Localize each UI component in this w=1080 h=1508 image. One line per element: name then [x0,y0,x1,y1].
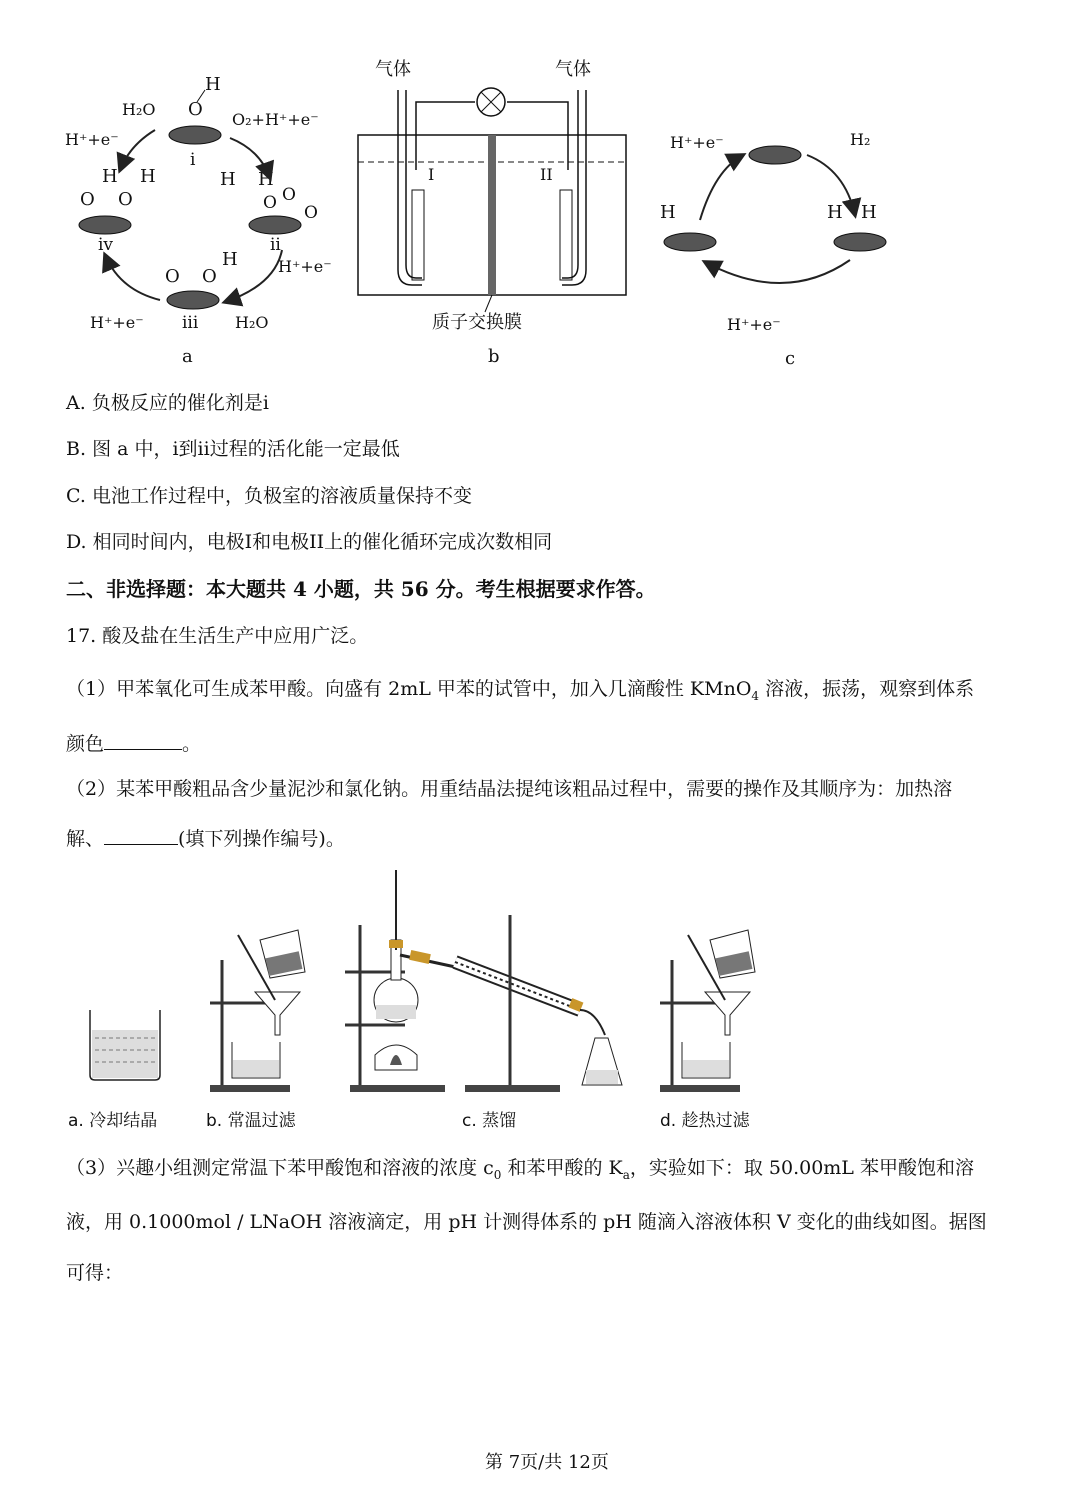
svg-text:气体: 气体 [555,59,591,80]
svg-text:O: O [202,266,217,287]
section-heading: 二、非选择题：本大题共 4 小题，共 56 分。考生根据要求作答。 [66,577,656,601]
figure-c [655,120,915,370]
answer-blank-1[interactable] [104,731,182,750]
svg-text:H₂O: H₂O [122,100,156,119]
svg-text:H: H [205,74,221,95]
svg-text:H⁺+e⁻: H⁺+e⁻ [670,133,724,152]
svg-text:H₂: H₂ [850,130,871,149]
svg-text:O: O [165,266,180,287]
option-b: B. 图 a 中，i到ii过程的活化能一定最低 [66,438,400,460]
figure-b [350,50,640,370]
svg-text:H₂O: H₂O [235,313,269,332]
apparatus-c-label: c. 蒸馏 [462,1111,517,1131]
svg-text:H⁺+e⁻: H⁺+e⁻ [278,257,332,276]
option-d: D. 相同时间内，电极I和电极II上的催化循环完成次数相同 [66,531,553,553]
q17-part3-line1: （3）兴趣小组测定常温下苯甲酸饱和溶液的浓度 $c_0$ 和苯甲酸的 $K_a$，实验如下：取 50.00mL 苯甲酸饱和溶 [66,1157,974,1182]
svg-text:H⁺+e⁻: H⁺+e⁻ [727,315,781,334]
caption-b: b [488,346,500,367]
catalyst-iv [79,216,131,234]
option-a: A. 负极反应的催化剂是i [66,392,269,414]
svg-text:O: O [188,99,203,120]
svg-text:H: H [258,169,274,190]
svg-text:H: H [140,166,156,187]
q17-part3-line3: 可得： [66,1262,124,1284]
q17-part1-line2: 颜色 。 [66,733,202,755]
label-i: i [190,150,196,170]
svg-text:H: H [220,169,236,190]
svg-text:O: O [304,203,318,223]
svg-text:H⁺+e⁻: H⁺+e⁻ [90,313,144,332]
svg-text:O₂+H⁺+e⁻: O₂+H⁺+e⁻ [232,110,319,129]
svg-text:H: H [222,249,238,270]
svg-text:H⁺+e⁻: H⁺+e⁻ [65,130,119,149]
q17-part2-line1: （2）某苯甲酸粗品含少量泥沙和氯化钠。用重结晶法提纯该粗品过程中，需要的操作及其顺序为：加热溶 [66,778,953,800]
q17-part2-line2: 解、 (填下列操作编号)。 [66,828,345,850]
svg-text:质子交换膜: 质子交换膜 [432,312,522,333]
apparatus-a-beaker [90,1010,160,1080]
label-ii: ii [270,235,281,255]
svg-text:O: O [80,189,95,210]
catalyst-iii [167,291,219,309]
figure-a [60,60,350,370]
apparatus-d-label: d. 趁热过滤 [660,1111,750,1131]
svg-text:II: II [540,165,553,184]
apparatus-a-label: a. 冷却结晶 [68,1111,158,1131]
q17-stem: 17. 酸及盐在生活生产中应用广泛。 [66,625,369,647]
apparatus-figure [60,860,780,1140]
catalyst-i [169,126,221,144]
svg-text:O: O [118,189,133,210]
catalyst-ii [249,216,301,234]
label-iv: iv [98,235,114,255]
label-iii: iii [182,313,199,333]
apparatus-d-hot-filtration [660,930,755,1092]
svg-text:H: H [861,202,877,223]
proton-exchange-membrane [488,135,496,295]
svg-text:I: I [428,165,435,184]
svg-text:H: H [660,202,676,223]
apparatus-b-filtration [210,930,305,1092]
caption-c: c [785,348,796,369]
q17-part3-line2: 液，用 0.1000mol / LNaOH 溶液滴定，用 pH 计测得体系的 pH 随滴入溶液体积 V 变化的曲线如图。据图 [66,1211,987,1233]
option-c: C. 电池工作过程中，负极室的溶液质量保持不变 [66,485,472,507]
svg-text:H: H [827,202,843,223]
caption-a: a [182,346,193,367]
svg-text:O: O [263,193,277,213]
svg-text:O: O [282,185,296,205]
apparatus-b-label: b. 常温过滤 [206,1111,296,1131]
svg-text:H: H [102,166,118,187]
apparatus-c-distillation [345,870,622,1092]
answer-blank-2[interactable] [104,826,178,845]
q17-part1-line1: （1）甲苯氧化可生成苯甲酸。向盛有 2mL 甲苯的试管中，加入几滴酸性 KMnO$_4$ 溶液，振荡，观察到体系 [66,678,975,703]
svg-text:气体: 气体 [375,59,411,80]
page-footer: 第 7页/共 12页 [485,1452,609,1473]
